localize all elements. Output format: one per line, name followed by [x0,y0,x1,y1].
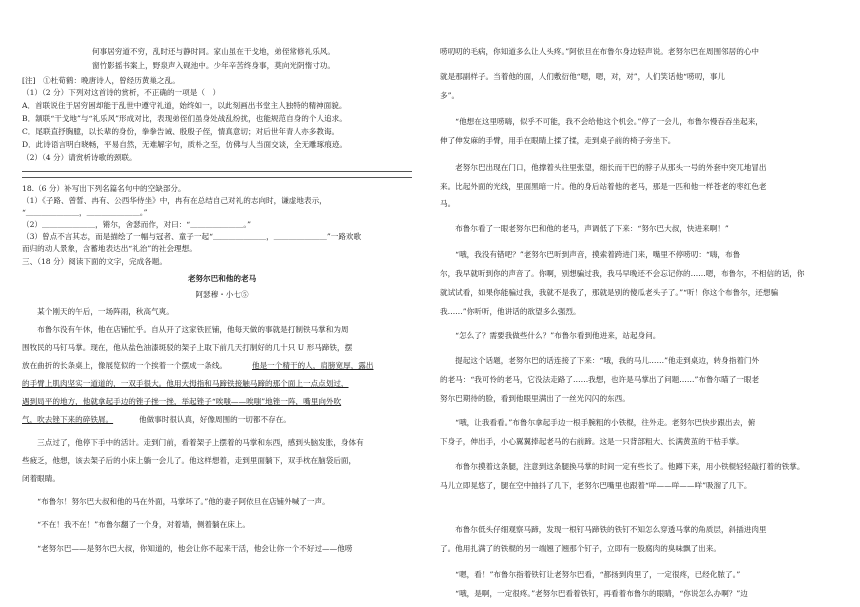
story-line: 唠叨叨的毛病，你知道多么让人头疼。”阿依旦在布鲁尔身边轻声说。老努尔巴在周围邻居的心中 [440,47,760,56]
story-line: 来。比起外面的光线，里面黑暗一片。他的身后站着他的老马，那是一匹和他一样苍老的枣红色老 [440,182,767,191]
story-author: 阿瑟穆・小七⑤ [195,290,249,299]
story-line: “嗯，看！”布鲁尔指着铁钉让老努尔巴看，“都扬到肉里了，一定很疼，已经化脓了。” [440,570,741,579]
story-line: “他想在这里唠嗨，似乎不可能，我不会给他这个机会。”停了一会儿，布鲁尔慢吞吞坐起来， [440,117,763,126]
story-line: 就是那副样子。当着他的面，人们敷衍他“嗯，嗯，对，对”，人们笑话他“唠叨，事儿 [440,72,726,81]
story-paragraph: “布鲁尔！努尔巴大叔和他的马在外面，马掌坏了。”他的妻子阿依旦在店铺外喊了一声。 [22,497,330,506]
story-paragraph: 他做事时很认真，好像周围的一切都不存在。 [139,415,291,424]
story-paragraph: 某个刚天的午后，一场阵雨，秋高气爽。 [22,307,174,316]
story-line: 尔，我早就听到你的声音了。你啊，别想骗过我，我马早晚还不会忘记你的……嗯，布鲁尔，不相信的话，你 [440,269,805,278]
question-2: （2）（4 分）请赏析诗歌的颈联。 [22,153,137,162]
question-18-3-cont: 而归的动人景象，含蓄地表达出“礼治”的社会理想。 [22,244,197,253]
option-a: A．首联说住于居穷困却能于乱世中遵守礼道，始终如一，以此刻画出书堂主人独特的精神面貌。 [22,101,347,110]
story-paragraph: 布鲁尔没有午休，他在店铺忙乎。自从开了这家铁匠铺，他每天做的事就是打制铁马掌和为周 [22,325,349,334]
story-line: “哦，是啊，一定很疼。”老努尔巴看着铁钉，再看着布鲁尔的眼睛，“你说怎么办啊？”边 [440,589,748,598]
story-line: 下身子，伸出手，小心翼翼捧起老马的右前蹄。这是一只背部粗大、长满黄茧的干枯手掌。 [440,437,744,446]
question-1: （1）（2 分）下列对这首诗的赏析，不正确的一项是（ ） [22,88,221,97]
question-18: 18.（6 分）补写出下列名篇名句中的空缺部分。 [22,184,186,193]
story-paragraph: 三点过了，他停下手中的活计。走到门前，看着架子上摆着的马掌和东西，感到头脑发胀，身体有 [22,438,364,447]
poem-line: 何事居穷道不穷，乱时还与静时同。家山虽在干戈地，弟侄常修礼乐风。 [92,47,335,56]
story-line: 马儿立即晃悠了，腿在空中抽抖了几下，老努尔巴嘴里也跟着“咩——咩——咩”吸溜了几下。 [440,481,752,490]
answer-line [22,177,412,178]
question-18-2: （2）＿＿＿＿＿＿＿，锵尔，舍瑟而作，对曰：“＿＿＿＿＿＿＿。” [22,220,252,229]
story-title: 老努尔巴和他的老马 [187,274,257,283]
story-line: 布鲁尔低头仔细观察马蹄，发现一根钉马蹄铁的铁钉不知怎么穿透马掌的角质层，斜插进肉里 [440,525,767,534]
story-paragraph: “老努尔巴——是努尔巴大叔，你知道的，他会让你不起来干活，他会让你一个不好过——他唠 [22,544,353,553]
question-18-3: （3）曾点不言其志，而是描绘了一幅与冠者、童子一起“＿＿＿＿＿＿＿，＿＿＿＿＿＿＿”一路欢歌 [22,232,362,241]
story-line: 就试试看，如果你能骗过我，我就不是我了，那就是别的傻瓜老头子了。”“听！你这个布鲁尔，还想骗 [440,288,779,297]
underlined-passage: 遇到局平的地方，他就拿起手边的锉子挫一挫，举起锉子“唉嗤——唉嗤”地锉一阵，嘴里向外吹 [22,397,342,406]
underlined-passage: 他是一个精干的人，肩膀宽厚，露出 [252,361,374,370]
underlined-passage: 的手臂上肌肉坚实一道道的，一双手很大。他用大拇指和马蹄铁接触马蹄的那个面上一点点划过， [22,379,349,388]
question-18-1: （1）《子路、曾皙、冉有、公西华侍坐》中，冉有在总结自己对礼的志向时，谦虚地表示， [22,196,327,205]
story-line: 老努尔巴出现在门口，他撑着头往里张望，细长而干巴的脖子从那头一号的外套中突兀地冒出 [440,163,767,172]
section-3-heading: 三、（18 分）阅读下面的文字，完成各题。 [22,257,167,266]
option-b: B．颔联“干戈地”与“礼乐风”形成对比，表现弟侄们虽身处战乱纷扰，也能规范自身的个人追求。 [22,114,347,123]
question-18-1-blanks: “＿＿＿＿＿＿＿，＿＿＿＿＿＿＿。” [22,208,148,217]
underlined-passage: 气，吹去锉下来的碎铁屑。 [22,415,114,424]
story-paragraph: “不在！我不在！”布鲁尔翻了一个身，对着墙，侧着躺在床上。 [22,520,250,529]
story-line: 布鲁尔看了一眼老努尔巴和他的老马，声调低了下来：“努尔巴大叔，快进来啊！” [440,224,729,233]
story-line: 的老马：“我可怜的老马，它没法走路了……我想，也许是马掌出了问题……”布鲁尔瞄了一眼老 [440,375,760,384]
story-line: 了。他用扎满了的铁棍的另一端翘了翘那个钉子，立即有一股腐肉的臭味飘了出来。 [440,544,721,553]
answer-line [22,171,412,172]
story-line: 多”。 [440,91,460,100]
story-line: 努尔巴期待的脸，看到他眼里满出了一丝光闪闪的东西。 [440,394,630,403]
story-line: 马。 [440,199,456,208]
story-line: “哦，让我看看。”布鲁尔拿起手边一根手腕粗的小铁棍，往外走。老努尔巴快步跟出去，俯 [440,418,756,427]
story-paragraph: 闭着眼睛。 [22,474,60,483]
story-line: 伸了伸发麻的手臂，用手在眼睛上揉了揉，走到桌子前的椅子旁坐下。 [440,136,676,145]
option-c: C．尾联直抒胸臆，以长辈的身份，拳拳告诫、殷殷子侄，情真意切；对后世年青人亦多教诲。 [22,127,340,136]
story-line: 我……”你听听，他讲话的欲望多么强烈。 [440,307,581,316]
poem-note: [注] ①杜荀鹤：晚唐诗人，曾经历黄巢之乱。 [22,76,180,85]
poem-line: 窗竹影摇书案上，野泉声入砚池中。少年辛苦终身事，莫向光阴惰寸功。 [92,61,335,70]
story-line: “哦，我没有错吧？”老努尔巴听到声音，摸索着跨进门来，嘴里不停唠叨：“嗨，布鲁 [440,250,741,259]
story-line: 布鲁尔摸着这条腿，注意到这条腿换马掌的时间一定有些长了。他蹲下来，用小铁棍轻轻敲打着的铁掌。 [440,462,805,471]
story-paragraph: 围牧民的马钉马掌。现在，他从盐色油漆斑驳的架子上取下前几天打制好的几十只 U 形马蹄铁，摆 [22,343,353,352]
story-line: “怎么了？需要我做些什么？”布鲁尔看到他进来，站起身问。 [440,331,661,340]
story-paragraph: 些疲乏，他想，该去架子后的小床上躺一会儿了。他这样想着，走到里面躺下，双手枕在脑袋后面， [22,456,357,465]
story-paragraph: 放在曲折的长条桌上，像展览似的一个挨着一个摆成一条线。 [22,361,228,370]
story-line: 提起这个话题，老努尔巴的话连接了下来：“哦，我的马儿……”他走到桌边，转身指着门外 [440,356,760,365]
option-d: D．此诗语言明白晓畅，平易自然，无难解字句，质朴之至，仿佛与人当面交谈，全无雕琢痕迹。 [22,140,348,149]
